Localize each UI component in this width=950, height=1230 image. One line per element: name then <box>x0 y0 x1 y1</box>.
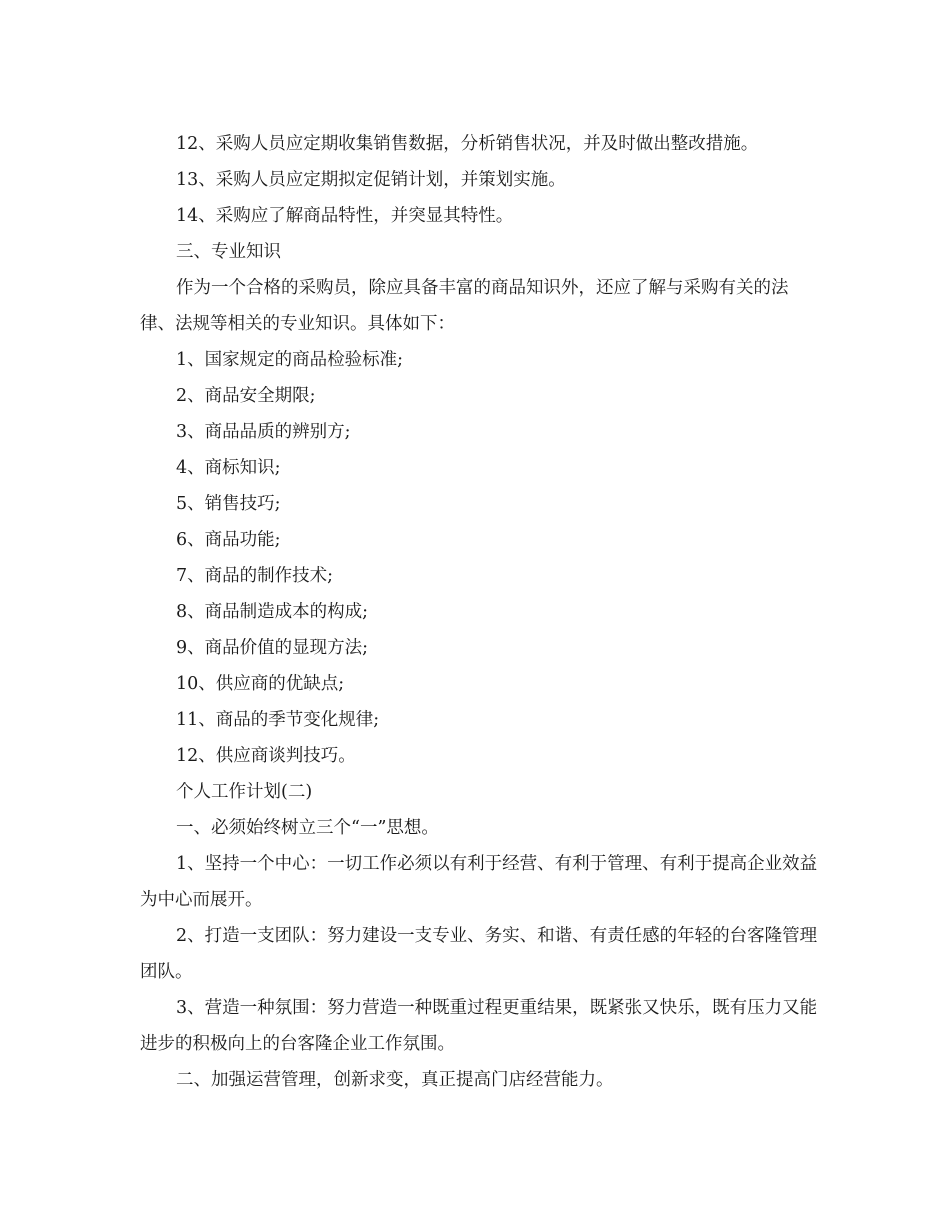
section-heading-professional-knowledge: 三、专业知识 <box>176 242 281 262</box>
paragraph-22: 3、营造一种氛围：努力营造一种既重过程更重结果，既紧张又快乐，既有压力又能进步的积极向上的台客隆企业工作氛围。 <box>140 998 818 1054</box>
section-heading-work-plan-2: 个人工作计划(二) <box>176 782 313 802</box>
list-item: 11、商品的季节变化规律; <box>176 710 380 730</box>
paragraph-20: 1、坚持一个中心：一切工作必须以有利于经营、有利于管理、有利于提高企业效益为中心而展开。 <box>140 854 818 910</box>
paragraph-1: 12、采购人员应定期收集销售数据，分析销售状况，并及时做出整改措施。 <box>176 134 759 154</box>
paragraph-2: 13、采购人员应定期拟定促销计划，并策划实施。 <box>176 170 566 190</box>
list-item: 12、供应商谈判技巧。 <box>176 746 356 766</box>
list-item: 3、商品品质的辨别方; <box>176 422 351 442</box>
list-item: 1、国家规定的商品检验标准; <box>176 350 404 370</box>
paragraph-23: 二、加强运营管理，创新求变，真正提高门店经营能力。 <box>176 1070 614 1090</box>
list-item: 10、供应商的优缺点; <box>176 674 345 694</box>
list-item: 9、商品价值的显现方法; <box>176 638 369 658</box>
paragraph-19: 一、必须始终树立三个“一”思想。 <box>176 818 439 838</box>
list-item: 6、商品功能; <box>176 530 281 550</box>
list-item: 4、商标知识; <box>176 458 281 478</box>
list-item: 5、销售技巧; <box>176 494 281 514</box>
paragraph-5: 作为一个合格的采购员，除应具备丰富的商品知识外，还应了解与采购有关的法律、法规等相关的专业知识。具体如下： <box>140 278 789 334</box>
list-item: 2、商品安全期限; <box>176 386 316 406</box>
list-item: 8、商品制造成本的构成; <box>176 602 369 622</box>
list-item: 7、商品的制作技术; <box>176 566 334 586</box>
paragraph-3: 14、采购应了解商品特性，并突显其特性。 <box>176 206 514 226</box>
paragraph-21: 2、打造一支团队：努力建设一支专业、务实、和谐、有责任感的年轻的台客隆管理团队。 <box>140 926 818 982</box>
document-body <box>140 126 820 1098</box>
